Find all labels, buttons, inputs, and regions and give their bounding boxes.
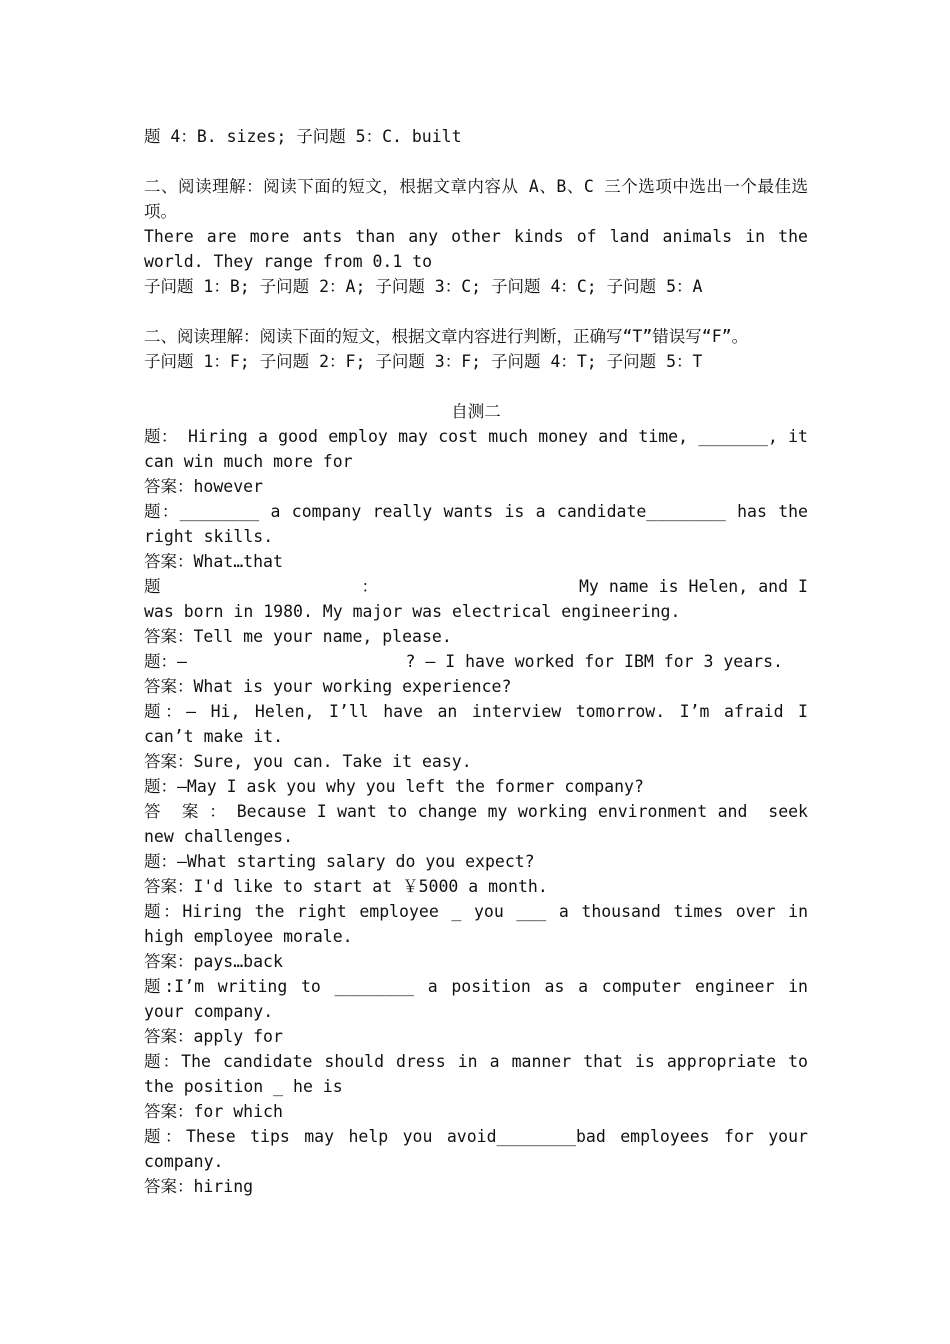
passage-excerpt: There are more ants than any other kinds of land animals in the world. They range from 0.1 to [144,227,818,271]
question: 题:I’m writing to ________ a position as a computer engineer in your company. [144,977,818,1021]
spacer [144,374,808,399]
answer: 答案：I'd like to start at ￥5000 a month. [144,877,548,896]
spacer [144,299,808,324]
document-content [144,124,828,1199]
answer-line: 子问题 1：B; 子问题 2：A; 子问题 3：C; 子问题 4：C; 子问题 5：A [144,277,703,296]
answer-line: 子问题 1：F; 子问题 2：F; 子问题 3：F; 子问题 4：T; 子问题 5：T [144,352,703,371]
answer: 答案：Tell me your name, please. [144,627,452,646]
answer: 答案：for which [144,1102,283,1121]
answer: 答案：What…that [144,552,283,571]
answer: 答案：What is your working experience? [144,677,512,696]
question: 题：— Hi, Helen, I’ll have an interview tomorrow. I’m afraid I can’t make it. [144,702,818,746]
selftest-heading: 自测二 [451,402,501,421]
question: 题：—What starting salary do you expect? [144,852,535,871]
answer: 答案：pays…back [144,952,283,971]
question: 题 ： My name is Helen, and I was born in 1980. My major was electrical engineering. [144,577,818,621]
answer: 答案：hiring [144,1177,254,1196]
question: 题：— ? — I have worked for IBM for 3 years. [144,652,783,671]
answer: 答案：apply for [144,1027,283,1046]
section-title: 二、阅读理解：阅读下面的短文，根据文章内容进行判断，正确写“T”错误写“F”。 [144,327,749,346]
answer: 答 案 ： Because I want to change my working environment and seek new challenges. [144,802,828,846]
answer: 答案：Sure, you can. Take it easy. [144,752,472,771]
question: 题：—May I ask you why you left the former company? [144,777,644,796]
section-title: 二、阅读理解：阅读下面的短文，根据文章内容从 A、B、C 三个选项中选出一个最佳选项。 [144,177,808,221]
question: 题：The candidate should dress in a manner that is appropriate to the position _ he is [144,1052,818,1096]
answer: 答案：however [144,477,264,496]
spacer [144,149,808,174]
answer-line: 题 4：B. sizes; 子问题 5：C. built [144,127,462,146]
question: 题：Hiring the right employee _ you ___ a thousand times over in high employee morale. [144,902,818,946]
question: 题： Hiring a good employ may cost much money and time, _______, it can win much more for [144,427,818,471]
question: 题：These tips may help you avoid________bad employees for your company. [144,1127,818,1171]
question: 题：________ a company really wants is a candidate________ has the right skills. [144,502,818,546]
